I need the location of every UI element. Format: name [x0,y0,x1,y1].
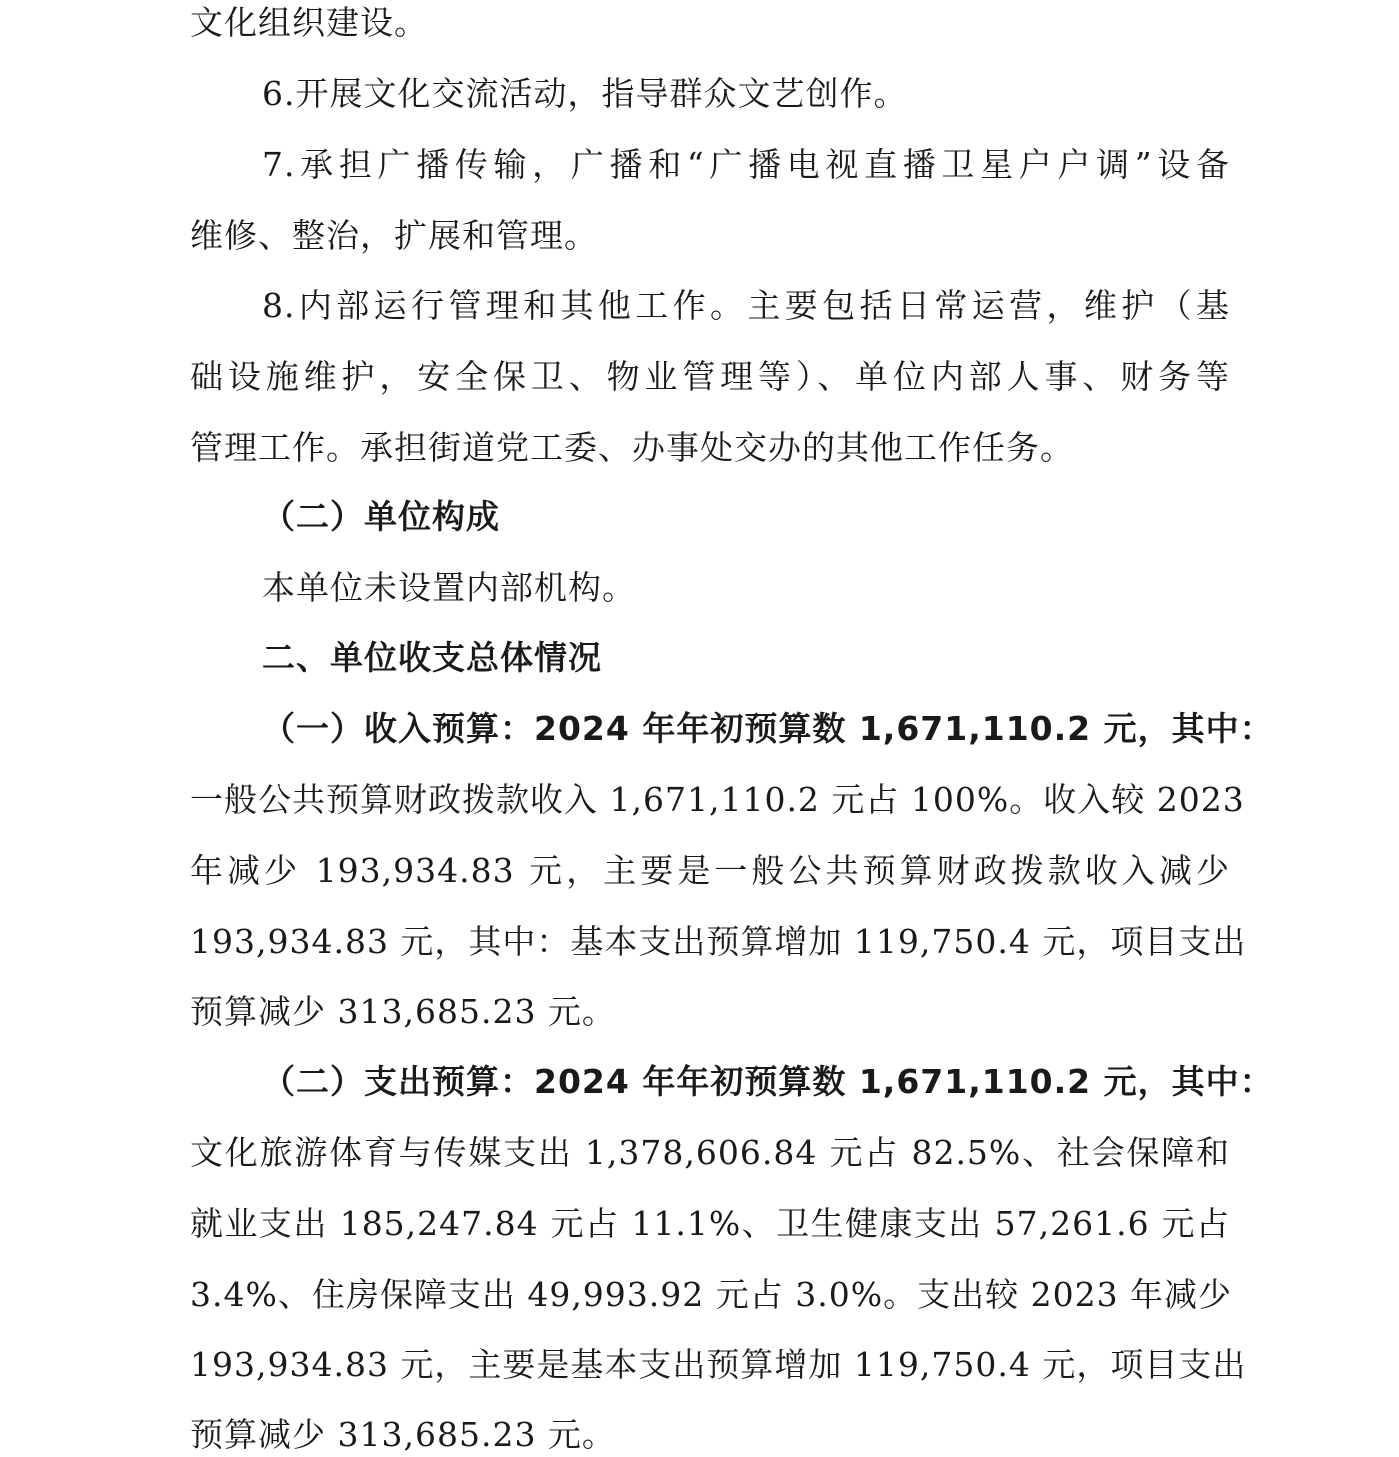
paragraph-line: 文化旅游体育与传媒支出 1,378,606.84 元占 82.5%、社会保障和 [190,1133,1230,1172]
section-heading: 二、单位收支总体情况 [262,638,602,677]
paragraph-line: 预算减少 313,685.23 元。 [190,992,616,1031]
paragraph-line: 一般公共预算财政拨款收入 1,671,110.2 元占 100%。收入较 2023 [190,780,1245,819]
paragraph-line: 文化组织建设。 [190,3,428,42]
paragraph-line: 年减少 193,934.83 元，主要是一般公共预算财政拨款收入减少 [190,851,1230,890]
paragraph-line: 本单位未设置内部机构。 [262,568,636,607]
expense-budget-line: （二）支出预算：2024 年年初预算数 1,671,110.2 元，其中： [262,1062,1274,1101]
list-item-6: 6.开展文化交流活动，指导群众文艺创作。 [262,74,908,113]
paragraph-line: 193,934.83 元，主要是基本支出预算增加 119,750.4 元，项目支出 [190,1345,1247,1384]
paragraph-line: 193,934.83 元，其中：基本支出预算增加 119,750.4 元，项目支出 [190,922,1247,961]
paragraph-line: 就业支出 185,247.84 元占 11.1%、卫生健康支出 57,261.6 元占 [190,1204,1230,1243]
paragraph-line: 预算减少 313,685.23 元。 [190,1415,616,1454]
paragraph-line: 3.4%、住房保障支出 49,993.92 元占 3.0%。支出较 2023 年减少 [190,1275,1233,1314]
section-subheading: （二）单位构成 [262,497,500,536]
list-item-8: 8.内部运行管理和其他工作。主要包括日常运营，维护（基 [262,286,1230,325]
list-item-7: 7.承担广播传输，广播和“广播电视直播卫星户户调”设备 [262,145,1230,184]
paragraph-line: 础设施维护，安全保卫、物业管理等）、单位内部人事、财务等 [190,357,1230,396]
paragraph-line: 维修、整治，扩展和管理。 [190,216,598,255]
paragraph-line: 管理工作。承担街道党工委、办事处交办的其他工作任务。 [190,428,1074,467]
income-budget-line: （一）收入预算：2024 年年初预算数 1,671,110.2 元，其中： [262,709,1274,748]
